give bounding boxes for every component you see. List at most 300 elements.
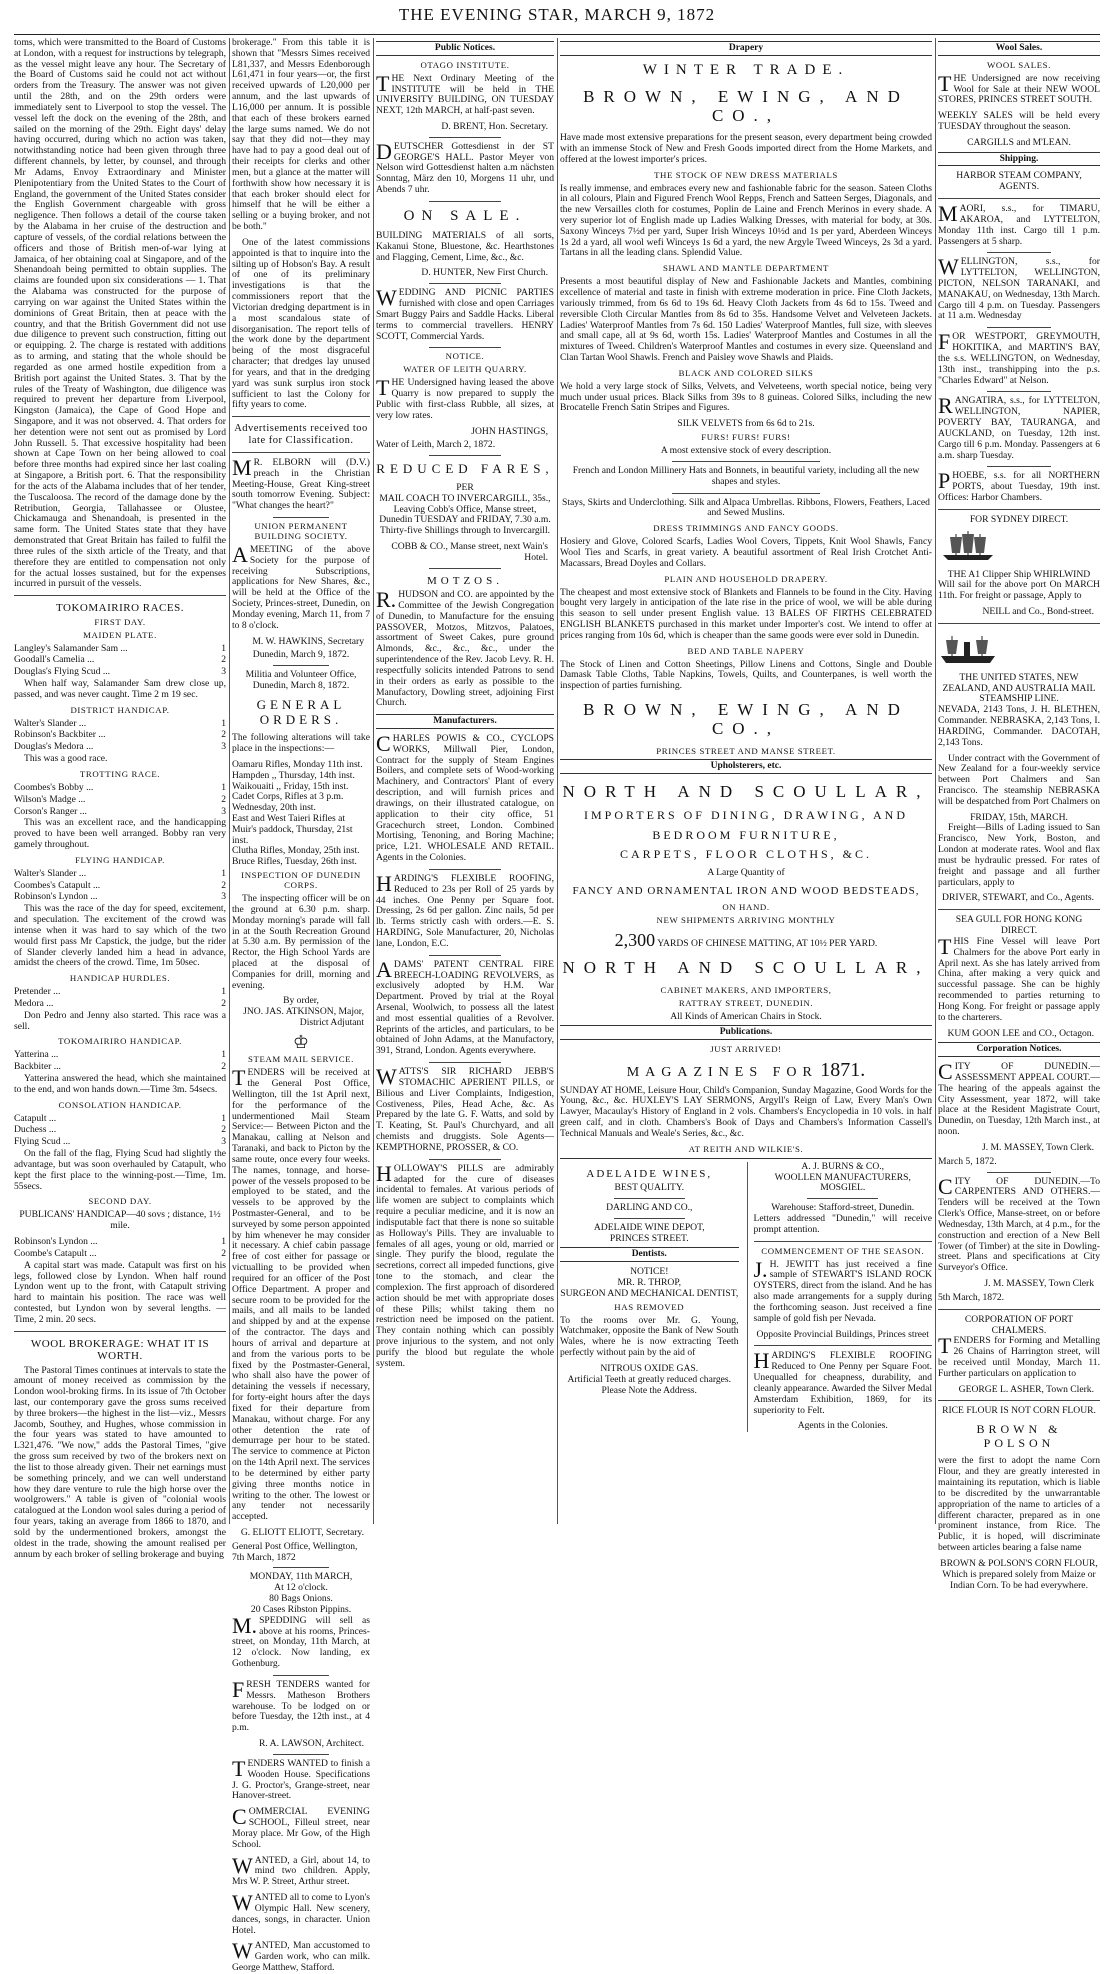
list-item: Cadet Corps, Rifles at 3 p.m. Wednesday, 20th inst.: [232, 791, 344, 814]
horse-name: Coombe's Catapult ...: [14, 1247, 97, 1259]
ad-heading: DRESS TRIMMINGS AND FANCY GOODS.: [653, 523, 839, 534]
ad-heading: COMMENCEMENT OF THE SEASON.: [761, 1245, 925, 1256]
ad-text: R.HUDSON and CO. are appointed by the Committee of the Jewish Congregation of Dunedin, to Manufacture for the ensuing PASSOVER, Motzos, Mitzvos, Palatoes, assortment of Sweet Cakes, pure ground Almonds, &c., &c., &c., under the superintendence of the Rev. Jacob Levy. R. H. respectfully solicits intended Patrons to send in their orders as early as possible to the Manufactory, Dowling street, adjoining First Church.: [376, 587, 554, 709]
top-rule: [14, 34, 1100, 35]
divider: [14, 595, 226, 596]
race-note: On the fall of the flag, Flying Scud had slightly the advantage, but was soon overhauled by Catapult, who kept the first place to the winning-post.—Time, 1m. 55secs.: [14, 1148, 226, 1192]
list-item: 80 Bags Onions.: [269, 1593, 333, 1605]
ad-text: To the rooms over Mr. G. Young, Watchmaker, opposite the Bank of New South Wales, where he is now extracting Teeth perfectly without pain by the aid of: [560, 1314, 739, 1359]
ad-text: The following alterations will take place in the inspections:—: [232, 732, 370, 755]
ad-heading: JUST ARRIVED!: [710, 1044, 782, 1055]
placing: 1: [221, 867, 226, 879]
ad-text: PHOEBE, s.s. for all NORTHERN PORTS, about Tuesday, 19th inst. Offices: Harbor Chambers.: [938, 468, 1100, 504]
article-heading: TOKOMAIRIRO RACES.: [56, 602, 184, 615]
ad-text: Have made most extensive preparations for the present season, every department being crowded with an immense Stock of New and Fresh Goods imported direct from the Home Markets, and offered at the lowest importer's prices.: [560, 132, 932, 165]
ad-heading: FRIDAY, 15th, MARCH.: [970, 811, 1068, 823]
burns-ad: [747, 1162, 933, 1433]
placing: 1: [221, 781, 226, 793]
ad-text: AMEETING of the above Society for the purpose of receiving Subscriptions, applications for New Shares, &c., will be held at the Office of the Society, Princes-street, Dunedin, on Monday evening, March 11, from 7 to 8 o'clock.: [232, 541, 370, 631]
divider: [938, 1400, 1100, 1401]
ad-signature: NEILL and Co., Bond-street.: [982, 606, 1094, 618]
ad-heading: NOTICE!: [630, 1266, 669, 1278]
ad-text: HARDING'S FLEXIBLE ROOFING, Reduced to 23s per Roll of 25 yards by 44 inches. One Penny per Square foot. Dressing, 2s 6d per gallon. Zinc nails, 5d per lb. Terms strictly cash with orders.—E. S. HARDING, Sole Manufacturer, 20, Nicholas lane, London, E.C.: [376, 870, 554, 949]
ad-heading: SURGEON AND MECHANICAL DENTIST,: [560, 1287, 739, 1299]
ad-text: NEVADA, 2143 Tons, J. H. BLETHEN, Commander. NEBRASKA, 2,143 Tons, I. HARDING, Commander. DACOTAH, 2,143 Tons.: [938, 704, 1100, 748]
ad-heading: STEAM MAIL SERVICE.: [248, 1054, 354, 1065]
ad-date: 5th March, 1872.: [938, 1291, 1005, 1303]
magazines-heading: [560, 1059, 932, 1082]
ad-text: HARDING'S FLEXIBLE ROOFING Reduced to One Penny per Square Foot. Unequalled for cheapness, durability, and cleanly appearance. Awarded the Silver Medal Amsterdam Exhibition, 1869, for its superiority to Felt.: [753, 1348, 932, 1416]
ad-heading: INSPECTION OF DUNEDIN CORPS.: [241, 870, 361, 891]
horse-name: Wilson's Madge ...: [14, 793, 86, 805]
ad-heading: SHAWL AND MANTLE DEPARTMENT: [662, 263, 830, 274]
ad-text: A most extensive stock of every description.: [660, 445, 832, 457]
ad-text: PER: [456, 481, 474, 493]
column-4: [560, 38, 932, 1524]
result-row: [14, 719, 226, 730]
ad-text: WEDDING AND PICNIC PARTIES furnished with close and open Carriages Smart Buggy Pairs and Saddle Hacks. Liberal terms to commercial travellers. HENRY SCOTT, Commercial Yards.: [376, 285, 554, 342]
list-item: Oamaru Rifles, Monday 11th inst.: [232, 758, 363, 770]
ad-heading: ON SALE.: [403, 207, 527, 224]
column-5: [938, 38, 1100, 1591]
ad-heading: BLACK AND COLORED SILKS: [678, 367, 814, 378]
divider: [987, 466, 1052, 467]
horse-name: Robinson's Lyndon ...: [14, 891, 98, 903]
horse-name: Flying Scud ...: [14, 1136, 71, 1148]
divider: [938, 509, 1100, 510]
ad-text: COMMERCIAL EVENING SCHOOL, Filleul street, near Moray place. Mr Gow, of the High School.: [232, 1804, 370, 1850]
ad-heading: WOOLLEN MANUFACTURERS, MOSGIEL.: [774, 1171, 911, 1194]
ad-date: Water of Leith, March 2, 1872.: [376, 439, 496, 451]
ad-heading: WATER OF LEITH QUARRY.: [403, 364, 527, 375]
divider: [614, 1218, 685, 1219]
divider: [429, 869, 500, 870]
ad-signature: CARGILLS and M'LEAN.: [967, 136, 1071, 148]
article-heading: WOOL BROKERAGE: WHAT IT IS WORTH.: [30, 1337, 210, 1363]
divider: [273, 517, 328, 518]
ad-heading: REDUCED FARES,: [376, 461, 554, 477]
horse-name: Medora ...: [14, 997, 54, 1009]
divider: [614, 1198, 685, 1199]
result-row: [14, 987, 226, 998]
ad-text: ADAMS' PATENT CENTRAL FIRE BREECH-LOADING REVOLVERS, as exclusively adopted by H.M. War Department. Proved by trial at the Royal Arsenal, Woolwich, to possess all the latest and most essential qualities of a Revolver. Reprints of the articles, and particulars, to be obtained of John Adams, at the Manufactory, 391, Strand, London. Agents everywhere.: [376, 956, 554, 1057]
ad-text: Agents in the Colonies.: [797, 1420, 888, 1432]
ad-text: WANTED, Man accustomed to Garden work, who can milk. George Matthew, Stafford.: [232, 1938, 370, 1973]
matting-quantity: 2,300: [614, 930, 656, 951]
list-item: Bruce Rifles, Tuesday, 26th inst.: [232, 856, 357, 868]
firm-name: NORTH AND SCOULLAR,: [562, 782, 930, 802]
divider: [429, 1159, 500, 1160]
section-header: Corporation Notices.: [938, 1042, 1100, 1057]
divider: [987, 327, 1052, 328]
ad-text: Which is prepared solely from Maize or Indian Corn. To be had everywhere.: [942, 1568, 1096, 1591]
ad-text: Will sail for the above port On MARCH 11th. For freight or passage, Apply to: [938, 579, 1100, 602]
ad-heading: WOOL SALES.: [987, 59, 1051, 70]
result-row: [14, 730, 226, 741]
ad-text: Letters addressed "Dunedin," will receive prompt attention.: [753, 1213, 932, 1235]
placing: 1: [221, 642, 226, 654]
ad-signature: G. ELIOTT ELIOTT, Secretary.: [240, 1527, 364, 1538]
ad-text: Under contract with the Government of New Zealand for a four-weekly service between Port Chalmers and San Francisco. The steamship NEBRASKA will be despatched from Port Chalmers on: [938, 752, 1100, 807]
ad-text: WEEKLY SALES will be held every TUESDAY throughout the season.: [938, 110, 1100, 132]
matting-line: [560, 930, 932, 950]
ad-text: Presents a most beautiful display of New and Fashionable Jackets and Mantles, combining excellence of material and taste in finish with extreme moderation in price. Fine Cloth Jackets, variously trimmed, from 6s 6d to 19s 6d. Heavy Cloth Jackets from 4s 6d to 15s. Tweed and reversible Cloth Circular Mantles from 8s 6d to 35s. Handsome Velvet and Velveteen Jackets. Ladies' Waterproof Mantles from 7s 6d. 150 Ladies' Waterproof Mantles, full size, with sleeves and small cape, all at 9s 6d, worth 15s. Ladies' Waterproof Mantles and Costumes in all the mixtures of Tweed. Children's Waterproof Mantles and costumes in every size. Queensland and Clan Tartan Wool Shawls. French and Paisley wove Shawls and Plaids.: [560, 276, 932, 364]
race-heading: DISTRICT HANDICAP.: [70, 704, 170, 715]
ad-text: Stays, Skirts and Underclothing. Silk and Alpaca Umbrellas. Ribbons, Flowers, Feathers, Laced and Sewed Muslins.: [562, 496, 930, 519]
ad-text: TENDERS for Forming and Metalling 26 Chains of Harrington street, will be received until Monday, March 11. Further particulars on application to: [938, 1333, 1100, 1379]
result-row: [14, 667, 226, 678]
race-heading: FLYING HANDICAP.: [75, 854, 165, 865]
race-results: [14, 1114, 226, 1148]
ad-signature: JNO. JAS. ATKINSON, Major, District Adjutant: [243, 1006, 364, 1029]
placing: 3: [221, 741, 226, 753]
matting-text: YARDS OF CHINESE MATTING, AT 10½ PER YARD.: [657, 938, 878, 950]
race-note: When half way, Salamander Sam drew close up, passed, and was never caught. Time 2 m 19 sec.: [14, 678, 226, 700]
section-header: Shipping.: [938, 152, 1100, 167]
ad-text: FRESH TENDERS wanted for Messrs. Matheson Brothers warehouse. To be lodged on or before Tuesday, the 12th inst., at 4 p.m.: [232, 1676, 370, 1734]
placing: 1: [221, 1112, 226, 1124]
divider: [429, 137, 500, 138]
horse-name: Douglas's Medora ...: [14, 741, 94, 753]
horse-name: Duchess ...: [14, 1124, 57, 1136]
ad-text: MR. ELBORN will (D.V.) preach in the Christian Meeting-House, Great King-street south tomorrow Evening. Subject: "What changes the heart?": [232, 454, 370, 512]
section-heading: Advertisements received too late for Classification.: [234, 423, 368, 447]
column-divider: [557, 38, 558, 1524]
ad-heading: BROWN & POLSON'S CORN FLOUR,: [940, 1557, 1098, 1569]
section-header: Publications.: [560, 1025, 932, 1040]
placing: 1: [221, 717, 226, 729]
horse-name: Robinson's Backbiter ...: [14, 729, 106, 741]
magazines-year: 1871.: [820, 1059, 866, 1082]
result-row: [14, 1237, 226, 1248]
race-note: This was a good race.: [24, 753, 108, 765]
result-row: [14, 1125, 226, 1136]
ad-text: Freight—Bills of Lading issued to San Francisco, New York, Boston, and London at moderate rates. Wool and flax must be hydraulic pressed. For rates of freight and passage and all further particulars, apply to: [938, 822, 1100, 888]
ad-text: CITY OF DUNEDIN.—To CARPENTERS AND OTHERS.—Tenders will be received at the Town Clerk's Office, Manse-street, on or before Wednesday, 13th March, at 4 p.m., for the construction and erection of a New Bell Tower (of Timber) at the site in Dowling-street. Plans and specifications at City Surveyor's Office.: [938, 1173, 1100, 1274]
ad-heading: FANCY AND ORNAMENTAL IRON AND WOOD BEDSTEADS,: [572, 884, 920, 897]
crown-icon: ♔: [292, 1031, 310, 1052]
ad-signature: D. HUNTER, New First Church.: [421, 267, 548, 279]
ad-heading: WINTER TRADE.: [642, 61, 850, 78]
ad-text: The cheapest and most extensive stock of Blankets and Flannels to be found in the City. Having bought very largely in anticipation of the late rise in the price of wool, we will be able during this season to sell under present English value. 13 BALES OF FIRTHS CELEBRATED ENGLISH BLANKETS purchased in this market under Importer's cost. We intend to offer at prices ranging from 10s 6d, which is cheaper than the same goods were ever sold in Dunedin.: [560, 586, 932, 641]
ad-text: ADELAIDE WINE DEPOT,: [593, 1221, 705, 1233]
ad-heading: ON HAND.: [722, 902, 770, 913]
column-1: [14, 37, 226, 1560]
ad-heading: SILK VELVETS from 6s 6d to 21s.: [677, 418, 815, 430]
ad-heading: GENERAL ORDERS.: [256, 696, 346, 727]
horse-name: Catapult ...: [14, 1112, 57, 1124]
ad-text: WATTS'S SIR RICHARD JEBB'S STOMACHIC APERIENT PILLS, or Bilious and Liver Complaints, Indigestion, Costiveness, Piles, Head Ache, &c. As Prepared by the late G. F. Watts, and sold by T. Keating, St. Paul's Churchyard, and all chemists and druggists. Sole Agents— KEMPTHORNE, PROSSER, & CO.: [376, 1064, 554, 1153]
ad-text: HOLLOWAY'S PILLS are admirably adapted for the cure of diseases incidental to females. At various periods of life women are subject to complaints which require a peculiar medicine, and it is now an indisputable fact that there is none so suitable as Holloway's Pills. They are invaluable to females of all ages, young or old, married or single. They purify the blood, regulate the secretions, correct all impeded functions, give tone to the stomach, and clear the complexion. The first approach of disordered action should be met with appropriate doses of these Pills; whilst taking them no restriction need be imposed on the patient. They contain nothing which can possibly prove injurious to the system, and not only purify the blood but regulate the whole system.: [376, 1160, 554, 1369]
sale-items: [232, 1594, 370, 1616]
result-row: [14, 783, 226, 794]
divider: [429, 201, 500, 202]
orders-list: [232, 760, 370, 868]
race-note: A capital start was made. Catapult was first on his legs, followed close by Lyndon. When half round Lyndon went up to the front, with Catapult striving hard to maintain his position. The race was well contested, but Lyndon won by several lengths. —Time, 2 min. 20 secs.: [14, 1259, 226, 1325]
ad-text: Artificial Teeth at greatly reduced charges. Please Note the Address.: [567, 1373, 732, 1396]
list-item: Waikouaiti ,, Friday, 15th inst.: [232, 780, 349, 792]
adelaide-ad: [560, 1162, 739, 1433]
ad-signature: KUM GOON LEE and CO., Octagon.: [947, 1027, 1094, 1039]
divider: [429, 568, 500, 569]
placing: 3: [221, 891, 226, 903]
horse-name: Backbiter ...: [14, 1061, 61, 1073]
article-text: One of the latest commissions appointed is that to inquire into the silting up of Hobson's Bay. A result of one of its preliminary investigations is that the commissioners report that the Victorian dredging department is in a most scandalous state of disorganisation. The report tells of the work done by the department being of the most disgraceful character; that dredges lay unused for years, and that in the dredging yard was sunk surplus iron stock sufficient to last the Colony for fifty years to come.: [232, 236, 370, 411]
divider: [938, 1309, 1100, 1310]
result-row: [14, 1050, 226, 1061]
article-text: brokerage." From this table it is shown that "Messrs Simes received L81,337, and Messrs Edenborough L61,471 in four years—or, the first received upwards of L20,000 per annum, and the last upwards of L16,000 per annum. It is possible that each of these brokers earned the large sums named. We do not say that they did not—they may have had to pay a good deal out of their receipts for clerks and other men, but a glance at the matter will forthwith show how necessary it is that each broker should elect for himself that he will be either a selling or a buying broker, and not be both.": [232, 37, 370, 233]
divider: [429, 955, 500, 956]
placing: 2: [221, 1124, 226, 1136]
ad-text: THE Next Ordinary Meeting of the INSTITUTE will be held in THE UNIVERSITY BUILDING, ON TUESDAY NEXT, 12th MARCH, at half-past seven.: [376, 70, 554, 117]
placing: 2: [221, 879, 226, 891]
ad-signature: GEORGE L. ASHER, Town Clerk.: [958, 1383, 1094, 1395]
ad-heading: FURS! FURS! FURS!: [701, 432, 791, 443]
ad-signature: M. W. HAWKINS, Secretary: [252, 635, 364, 647]
ad-heading: HAS REMOVED: [614, 1301, 685, 1312]
ad-heading: A. J. BURNS & CO.,: [801, 1160, 885, 1172]
ad-text: were the first to adopt the name Corn Flour, and they are greatly interested in maintaining its reputation, which is liable to be discredited by the unwarrantable appropriation of the name to articles of a different character, prepared as in one prominent instance, from Rice. The Public, it is hoped, will discriminate between articles bearing a false name: [938, 1455, 1100, 1554]
subheading: FIRST DAY.: [94, 616, 146, 627]
divider: [754, 1345, 933, 1346]
ad-text: CITY OF DUNEDIN.—ASSESSMENT APPEAL COURT.—The hearing of the appeals against the City Assessment, year 1872, will take place at the Resident Magistrate Court, Dunedin, on Tuesday, 12th March inst., at noon.: [938, 1059, 1100, 1138]
horse-name: Goodall's Camelia ...: [14, 654, 95, 666]
race-note: Yatterina answered the head, which she maintained to the end, and won hands down.—Time 3m. 54secs.: [14, 1073, 226, 1095]
ad-text: MAORI, s.s., for TIMARU, AKAROA, and LYTTELTON, Monday 11th inst. Cargo till 1 p.m. Passengers at 5 sharp.: [938, 201, 1100, 247]
ad-signature: J. M. MASSEY, Town Clerk: [984, 1278, 1094, 1290]
result-row: [14, 881, 226, 892]
divider: [429, 347, 500, 348]
ad-heading: HARBOR STEAM COMPANY, AGENTS.: [956, 170, 1082, 193]
ad-heading: FOR SYDNEY DIRECT.: [969, 513, 1069, 525]
column-3: [376, 38, 554, 1524]
sailing-ship-icon: [938, 529, 998, 563]
horse-name: Corson's Ranger ...: [14, 805, 87, 817]
ad-heading: CARPETS, FLOOR CLOTHS, &C.: [619, 847, 873, 862]
ad-text: CHARLES POWIS & CO., CYCLOPS WORKS, Millwall Pier, London, Contract for the supply of Steam Engines Boilers, and complete sets of Wood-working Machinery, and Contractors' Plant of every description, and will furnish prices and drawings, on their illustrated catalogue, on application to their city office, 51 Gracechurch street, London. Combined Mortising, Tenoning, and Boring Machine; price, L21. WHOLESALE AND RETAIL. Agents in the Colonies.: [376, 730, 554, 864]
subheading: SECOND DAY.: [88, 1196, 152, 1207]
ad-heading: MAIL COACH TO INVERCARGILL, 35s.,: [379, 492, 551, 504]
ad-signature: DRIVER, STEWART, and Co., Agents.: [942, 892, 1094, 904]
ad-text: Hosiery and Glove, Colored Scarfs, Ladies Wool Covers, Tippets, Knit Wool Shawls, Fancy Wool Ties and Scarfs, in great variety. A beautiful assortment of Real Irish Crotchet Anti-Macassars, Bread Doyles and Collars.: [560, 536, 932, 569]
firm-name: BROWN & POLSON: [976, 1422, 1062, 1450]
horse-name: Robinson's Lyndon ...: [14, 1236, 98, 1248]
column-2: [232, 37, 370, 1973]
ad-text: At 12 o'clock.: [274, 1582, 328, 1594]
placing: 2: [221, 997, 226, 1009]
result-row: [14, 795, 226, 806]
result-row: [14, 807, 226, 818]
placing: 1: [221, 986, 226, 998]
list-item: Hampden ,, Thursday, 14th inst.: [232, 769, 355, 781]
list-item: East and West Taieri Rifles at Muir's paddock, Thursday, 21st inst.: [232, 813, 353, 846]
divider: [987, 391, 1052, 392]
race-heading: HANDICAP HURDLES.: [69, 973, 171, 984]
ad-text: BUILDING MATERIALS of all sorts, Kakanui Stone, Bluestone, &c. Hearthstones and Flagging, Cement, Lime, &c., &c.: [376, 229, 554, 263]
ad-text: PRINCES STREET.: [609, 1232, 689, 1244]
result-row: [14, 655, 226, 666]
ad-heading: SEA GULL FOR HONG KONG DIRECT.: [955, 914, 1083, 937]
ad-text: The inspecting officer will be on the ground at 6.30 p.m. sharp. Monday morning's parade will fall in at the South Recreation Ground at 5.30 a.m. By permission of the Rector, the High School Yards are placed at the disposal of Companies for drill, morning and evening.: [232, 893, 370, 991]
ad-text: Opposite Provincial Buildings, Princes street: [756, 1328, 929, 1340]
divider: [672, 493, 821, 494]
ad-heading: NEW SHIPMENTS ARRIVING MONTHLY: [656, 915, 836, 926]
placing: 3: [221, 1136, 226, 1148]
ad-text: THE Undersigned are now receiving Wool for Sale at their NEW WOOL STORES, PRINCES STREET SOUTH.: [938, 70, 1100, 106]
ad-heading: MONDAY, 11th MARCH,: [249, 1571, 353, 1583]
ad-text: We hold a very large stock of Silks, Velvets, and Velveteens, worth special notice, being very much under usual prices. Black Silks from 39s to 8 guineas. Colored Silks, including the new Brocatelle French Satin Stripes and Figures.: [560, 380, 932, 414]
horse-name: Douglas's Flying Scud ...: [14, 666, 111, 678]
divider: [938, 909, 1100, 910]
magazines-title: MAGAZINES FOR: [626, 1065, 818, 1081]
ad-heading: THE UNITED STATES, NEW ZEALAND, AND AUSTRALIA MAIL STEAMSHIP LINE.: [942, 671, 1096, 705]
horse-name: Walter's Slander ...: [14, 717, 87, 729]
firm-name: BROWN, EWING, AND CO.,: [583, 700, 909, 739]
section-header: Dentists.: [560, 1247, 739, 1262]
race-heading: PUBLICANS' HANDICAP—40 sovs ; distance, 1½ mile.: [19, 1209, 221, 1232]
ad-heading: RICE FLOUR IS NOT CORN FLOUR.: [942, 1405, 1096, 1417]
race-heading: TOKOMAIRIRO HANDICAP.: [58, 1036, 182, 1047]
article-text: The Pastoral Times continues at intervals to state the amount of money received as commission by the London wool-broking firms. In its issue of 7th October last, our contemporary gave the gross sums received by three brokers—the highest in the list—viz., Messrs Jacomb, Southey, and Hughes, whose commission in the four years was stated to have amounted to L321,476. "We now," adds the Pastoral Times, "give the gross sum received by two of the brokers next on the list to those already given. Their net earnings must be something princely, and we can well understand how they dare venture to rule the high horse over the woolgrowers." A table is given of "colonial wools catalogued at the London wool sales during a period of four years, taking an average from 1866 to 1870, and sold by the undermentioned brokers, amongst the oldest in the trade, showing the amount realised per annum by each broker of selling brokerage and buying: [14, 1364, 226, 1560]
list-item: Clutha Rifles, Monday, 25th inst.: [232, 845, 360, 857]
divider: [273, 665, 328, 666]
ad-heading: NITROUS OXIDE GAS.: [600, 1362, 699, 1374]
result-row: [14, 1137, 226, 1148]
divider: [429, 455, 500, 456]
ad-text: WELLINGTON, s.s., for LYTTELTON, WELLINGTON, PICTON, NELSON TARANAKI, and MANAKAU, on Wednesday, 13th March. Cargo till 4 p.m. on Tuesday. Passengers at 11 a.m. Wednesday: [938, 254, 1100, 322]
divider: [273, 1675, 328, 1676]
divider: [232, 416, 370, 417]
ad-text: TENDERS WANTED to finish a Wooden House. Specifications J. G. Proctor's, Grange-street, near Hanover-street.: [232, 1755, 370, 1802]
ad-signature: JOHN HASTINGS,: [471, 425, 548, 437]
firm-address: RATTRAY STREET, DUNEDIN.: [678, 997, 814, 1008]
race-results: [14, 644, 226, 678]
ad-heading: CABINET MAKERS, AND IMPORTERS,: [660, 984, 832, 995]
race-results: [14, 719, 226, 753]
divider: [672, 461, 821, 462]
race-note: Don Pedro and Jenny also started. This race was a sell.: [14, 1009, 226, 1032]
ad-text: M.SPEDDING will sell as above at his rooms, Princes-street, on Monday, 11th March, at 12 o'clock. Now landing, ex Gothenburg.: [232, 1612, 370, 1670]
race-note: This was an excellent race, and the handicapping proved to have been well arranged. Bobby ran very gamely throughout.: [14, 817, 226, 850]
ad-text: TENDERS will be received at the General Post Office, Wellington, till the 1st April next, for the performance of the undermentioned Mail Steam Service:— Between Picton and the Manakau, calling at Nelson and Taranaki, and back to Picton by the same route, once every four weeks. The names, tonnage, and horse-power of the vessels proposed to be employed to be stated, and the vessels to be approved by the Postmaster-General, and to be surveyed by some person appointed by him whenever he may consider it necessary. A chief cabin passage free of cost either for passage or victualling to be provided when required for an officer of the Post Office Department. A proper and secure room to be provided for the mails, and all mails to be landed and shipped by and at the expense of the contractor. The days and hours of arrival and departure at and from the various ports to be fixed by the Postmaster-General, who shall also have the power of detaining the vessels if necessary, for forty-eight hours after the days fixed for their departure from Manakau, without charge. For any other detention the rate of demurrage per hour to be stated. The service to commence at Picton on the 14th April next. The services to be determined by either party giving three months notice in writing to the other. The lowest or any tender not necessarily accepted.: [232, 1065, 370, 1523]
ad-text: BEST QUALITY.: [614, 1182, 684, 1194]
divider: [938, 198, 1100, 199]
result-row: [14, 644, 226, 655]
placing: 2: [221, 729, 226, 741]
horse-name: Coombes's Catapult ...: [14, 879, 101, 891]
ad-signature: AT REITH AND WILKIE'S.: [688, 1143, 804, 1154]
placing: 2: [221, 1061, 226, 1073]
horse-name: Langley's Salamander Sam ...: [14, 642, 128, 654]
section-header: Manufacturers.: [376, 714, 554, 729]
section-header: Wool Sales.: [938, 41, 1100, 56]
divider: [807, 1198, 878, 1199]
divider: [429, 283, 500, 284]
ad-heading: BEDROOM FURNITURE,: [652, 827, 840, 842]
list-item: 20 Cases Ribston Pippins.: [250, 1603, 352, 1615]
result-row: [14, 1114, 226, 1125]
race-results: [14, 869, 226, 903]
ad-text: J.H. JEWITT has just received a fine sample of STEWART'S ISLAND ROCK OYSTERS, direct from the island. And he has also made arrangements for a supply during the forthcoming season. Just received a fine sample of gold fish per Nevada.: [753, 1256, 932, 1324]
divider: [987, 1172, 1052, 1173]
placing: 1: [221, 1236, 226, 1248]
divider: [429, 1062, 500, 1063]
ad-heading: CORPORATION OF PORT CHALMERS.: [964, 1313, 1074, 1336]
section-header: Upholsterers, etc.: [560, 759, 932, 774]
column-divider: [935, 38, 936, 1524]
divider: [232, 452, 370, 453]
ad-text: Warehouse: Stafford-street, Dunedin.: [771, 1202, 915, 1214]
ad-text: Is really immense, and embraces every new and fashionable fabric for the season. Sateen Cloths in all colours, Plain and Figured French Wool Repps, French and Satteen Serges, Diagonals, and the new Versailles cloth for costumes, Poplin de Laine and French Merinos in every shade. A very superior lot of English made up Ladies Walking Dresses, with material for body, at 30s. Saxony Winceys 7½d per yard, Super Irish Winceys 10½d and 1s per yard, Aberdeen Winceys 1s 2d a yard, all wool wefi Winceys 1s 6d a yard, the new Argyle Tweed Winceys, 2s 3d a yard. Tartans in all the leading clans. Splendid Value.: [560, 182, 932, 259]
divider: [938, 623, 1100, 624]
ad-heading: MOTZOS.: [427, 574, 503, 587]
race-results: [14, 1237, 226, 1260]
horse-name: Walter's Slander ...: [14, 867, 87, 879]
ad-heading: MR. R. THROP,: [617, 1277, 682, 1289]
ad-signature: D. BRENT, Hon. Secretary.: [441, 120, 548, 132]
race-results: [14, 987, 226, 1010]
divider: [14, 1331, 226, 1332]
divider: [273, 1754, 328, 1755]
divider: [754, 1241, 933, 1242]
ad-dateline: Militia and Volunteer Office, Dunedin, March 8, 1872.: [245, 669, 357, 691]
masthead: THE EVENING STAR, MARCH 9, 1872: [398, 5, 716, 24]
placing: 3: [221, 666, 226, 678]
ad-date: Dunedin, March 9, 1872.: [252, 649, 350, 661]
horse-name: Coombes's Bobby ...: [14, 781, 94, 793]
divider: [273, 1567, 328, 1568]
ad-text: By order,: [283, 995, 319, 1007]
ad-text: DARLING AND CO.,: [606, 1201, 693, 1213]
column-divider: [373, 38, 374, 1524]
result-row: [14, 1062, 226, 1073]
ad-signature: J. M. MASSEY, Town Clerk.: [982, 1141, 1094, 1153]
ad-text: THIS Fine Vessel will leave Port Chalmers for the above Port early in April next. As she has lately arrived from China, after making a very quick and successful passage. She can be highly recommended to parties returning to Hong Kong. For freight or passage apply to the charterers.: [938, 933, 1100, 1023]
ad-text: DEUTSCHER Gottesdienst in der ST GEORGE'S HALL. Pastor Meyer von Nelson wird Gottesdienst halten a.m nächsten Sonntag, März den 10, Morgens 11 uhr, und Abends 7 uhr.: [376, 138, 554, 196]
result-row: [14, 892, 226, 903]
ad-heading: UNION PERMANENT BUILDING SOCIETY.: [254, 521, 348, 541]
divider: [987, 252, 1052, 253]
placing: 2: [221, 654, 226, 666]
result-row: [14, 1249, 226, 1260]
ad-heading: THE A1 Clipper Ship WHIRLWIND: [947, 568, 1091, 580]
ad-signature: R. A. LAWSON, Architect.: [258, 1738, 364, 1750]
section-header: Public Notices.: [376, 41, 554, 56]
horse-name: Yatterina ...: [14, 1049, 59, 1061]
ad-text: WANTED, a Girl, about 14, to mind two children. Apply, Mrs W. P. Street, Arthur street.: [232, 1852, 370, 1888]
article-text: toms, which were transmitted to the Board of Customs at London, with a request for instructions by telegraph, as the vessel might leave any hour. The Secretary of the Board of Customs said he could not act without orders from the Treasury. The answer was not given until the 28th, and on the 29th orders were immediately sent to Liverpool to stop the vessel. The vessel left the dock on the evening of the 28th, and sailed on the morning of the 29th. Eight days' delay having occurred, during which no action was taken, notwithstanding notice had been given through three different channels, by letter, by counsel, and through Mr Adams, Envoy Extraordinary and Minister Plenipotentiary from the United States to the Court of England, the government of the United States consider the English Government chargeable with gross negligence. Then follows a detail of the course taken by the Alabama in her cruise of the destruction and capture of vessels, of the cordial relations between the officers and those of British men-of-war lying at Jamaica, of her obtaining coal at Singapore, and of the Shenandoah being permitted to obtain supplies. The claims are founded upon six considerations — 1. That the Alabama was constructed for the purpose of carrying on war against the United States within the dominions of Great Britain, then at peace with the country, and that the British Government did not use due diligence to prevent such construction, fitting out or equipping. 2. The charge is restated with additions as to arming, and stating that the whole should be regarded as one armed hostile expedition from a British port against the United States. 3. That by the rules of the Treaty of Washington, due diligence was required to prevent her departure from Liverpool, Kingston (Jamaica), the Cape of Good Hope and Singapore, and it was not observed. 4. That orders for her detention were not sent out as promised by Lord John Russell. 5. That excessive hospitality had been shown at Cape Town on her being allowed to coal before three months had expired since her last coaling at Singapore, a British port. 6. That the responsibility for the acts of the Alabama includes that of her tender, the Tuscaloosa. The record of the damage done by the Retribution, Georgia, Tallahassee or Olustee, Chickamauga and Shenandoah, is presented in the same form. The United States state that they have demonstrated that Great Britain has failed to fulfil the three rules of the sixth article of the Treaty, and that therefore they are entitled to compensation not only for the actual losses sustained, but for the expenses incurred in pursuit of the vessels.: [14, 37, 226, 590]
ad-text: All Kinds of American Chairs in Stock.: [670, 1010, 822, 1022]
ad-text: FOR WESTPORT, GREYMOUTH, HOKITIKA, and MARTIN'S BAY, the s.s. WELLINGTON, on Wednesday, 13th inst., transhipping into the p.s. "Charles Edward" at Nelson.: [938, 329, 1100, 386]
race-results: [14, 1050, 226, 1073]
section-header: Drapery: [560, 41, 932, 56]
ad-text: Leaving Cobb's Office, Manse street, Dunedin TUESDAY and FRIDAY, 7.30 a.m. Thirty-five Shillings through to Invercargill.: [379, 503, 551, 537]
ad-text: WANTED all to come to Lyon's Olympic Hall. New scenery, dances, songs, in character. Union Hotel.: [232, 1890, 370, 1936]
placing: 2: [221, 793, 226, 805]
horse-name: Pretender ...: [14, 986, 61, 998]
ad-text: RANGATIRA, s.s., for LYTTELTON, WELLINGTON, NAPIER, POVERTY BAY, TAURANGA, and AUCKLAND, on Tuesday, 12th inst. Cargo till 6 p.m. Monday. Passengers at 6 a.m. sharp Tuesday.: [938, 393, 1100, 461]
ad-text: SUNDAY AT HOME, Leisure Hour, Child's Companion, Sunday Magazine, Good Words for the Young, &c., &c. HUXLEY'S LAY SERMONS, Argyll's Reign of Law, Every Man's Own Lawyer, Macaulay's History of England in 2 vols. Chambers's Encyclopedia in 10 vols. in half green calf, and in cloth. Chambers's Book of Days and Chambers's Information Cassell's Technical Manuals and Weale's Series, &c., &c.: [560, 1084, 932, 1139]
placing: 2: [221, 1247, 226, 1259]
result-row: [14, 742, 226, 753]
steamship-icon: [938, 632, 998, 666]
result-row: [14, 999, 226, 1010]
firm-address: PRINCES STREET AND MANSE STREET.: [656, 745, 836, 756]
result-row: [14, 869, 226, 880]
ad-date: March 5, 1872.: [938, 1155, 997, 1167]
firm-name: NORTH AND SCOULLAR,: [562, 958, 930, 978]
race-results: [14, 783, 226, 817]
